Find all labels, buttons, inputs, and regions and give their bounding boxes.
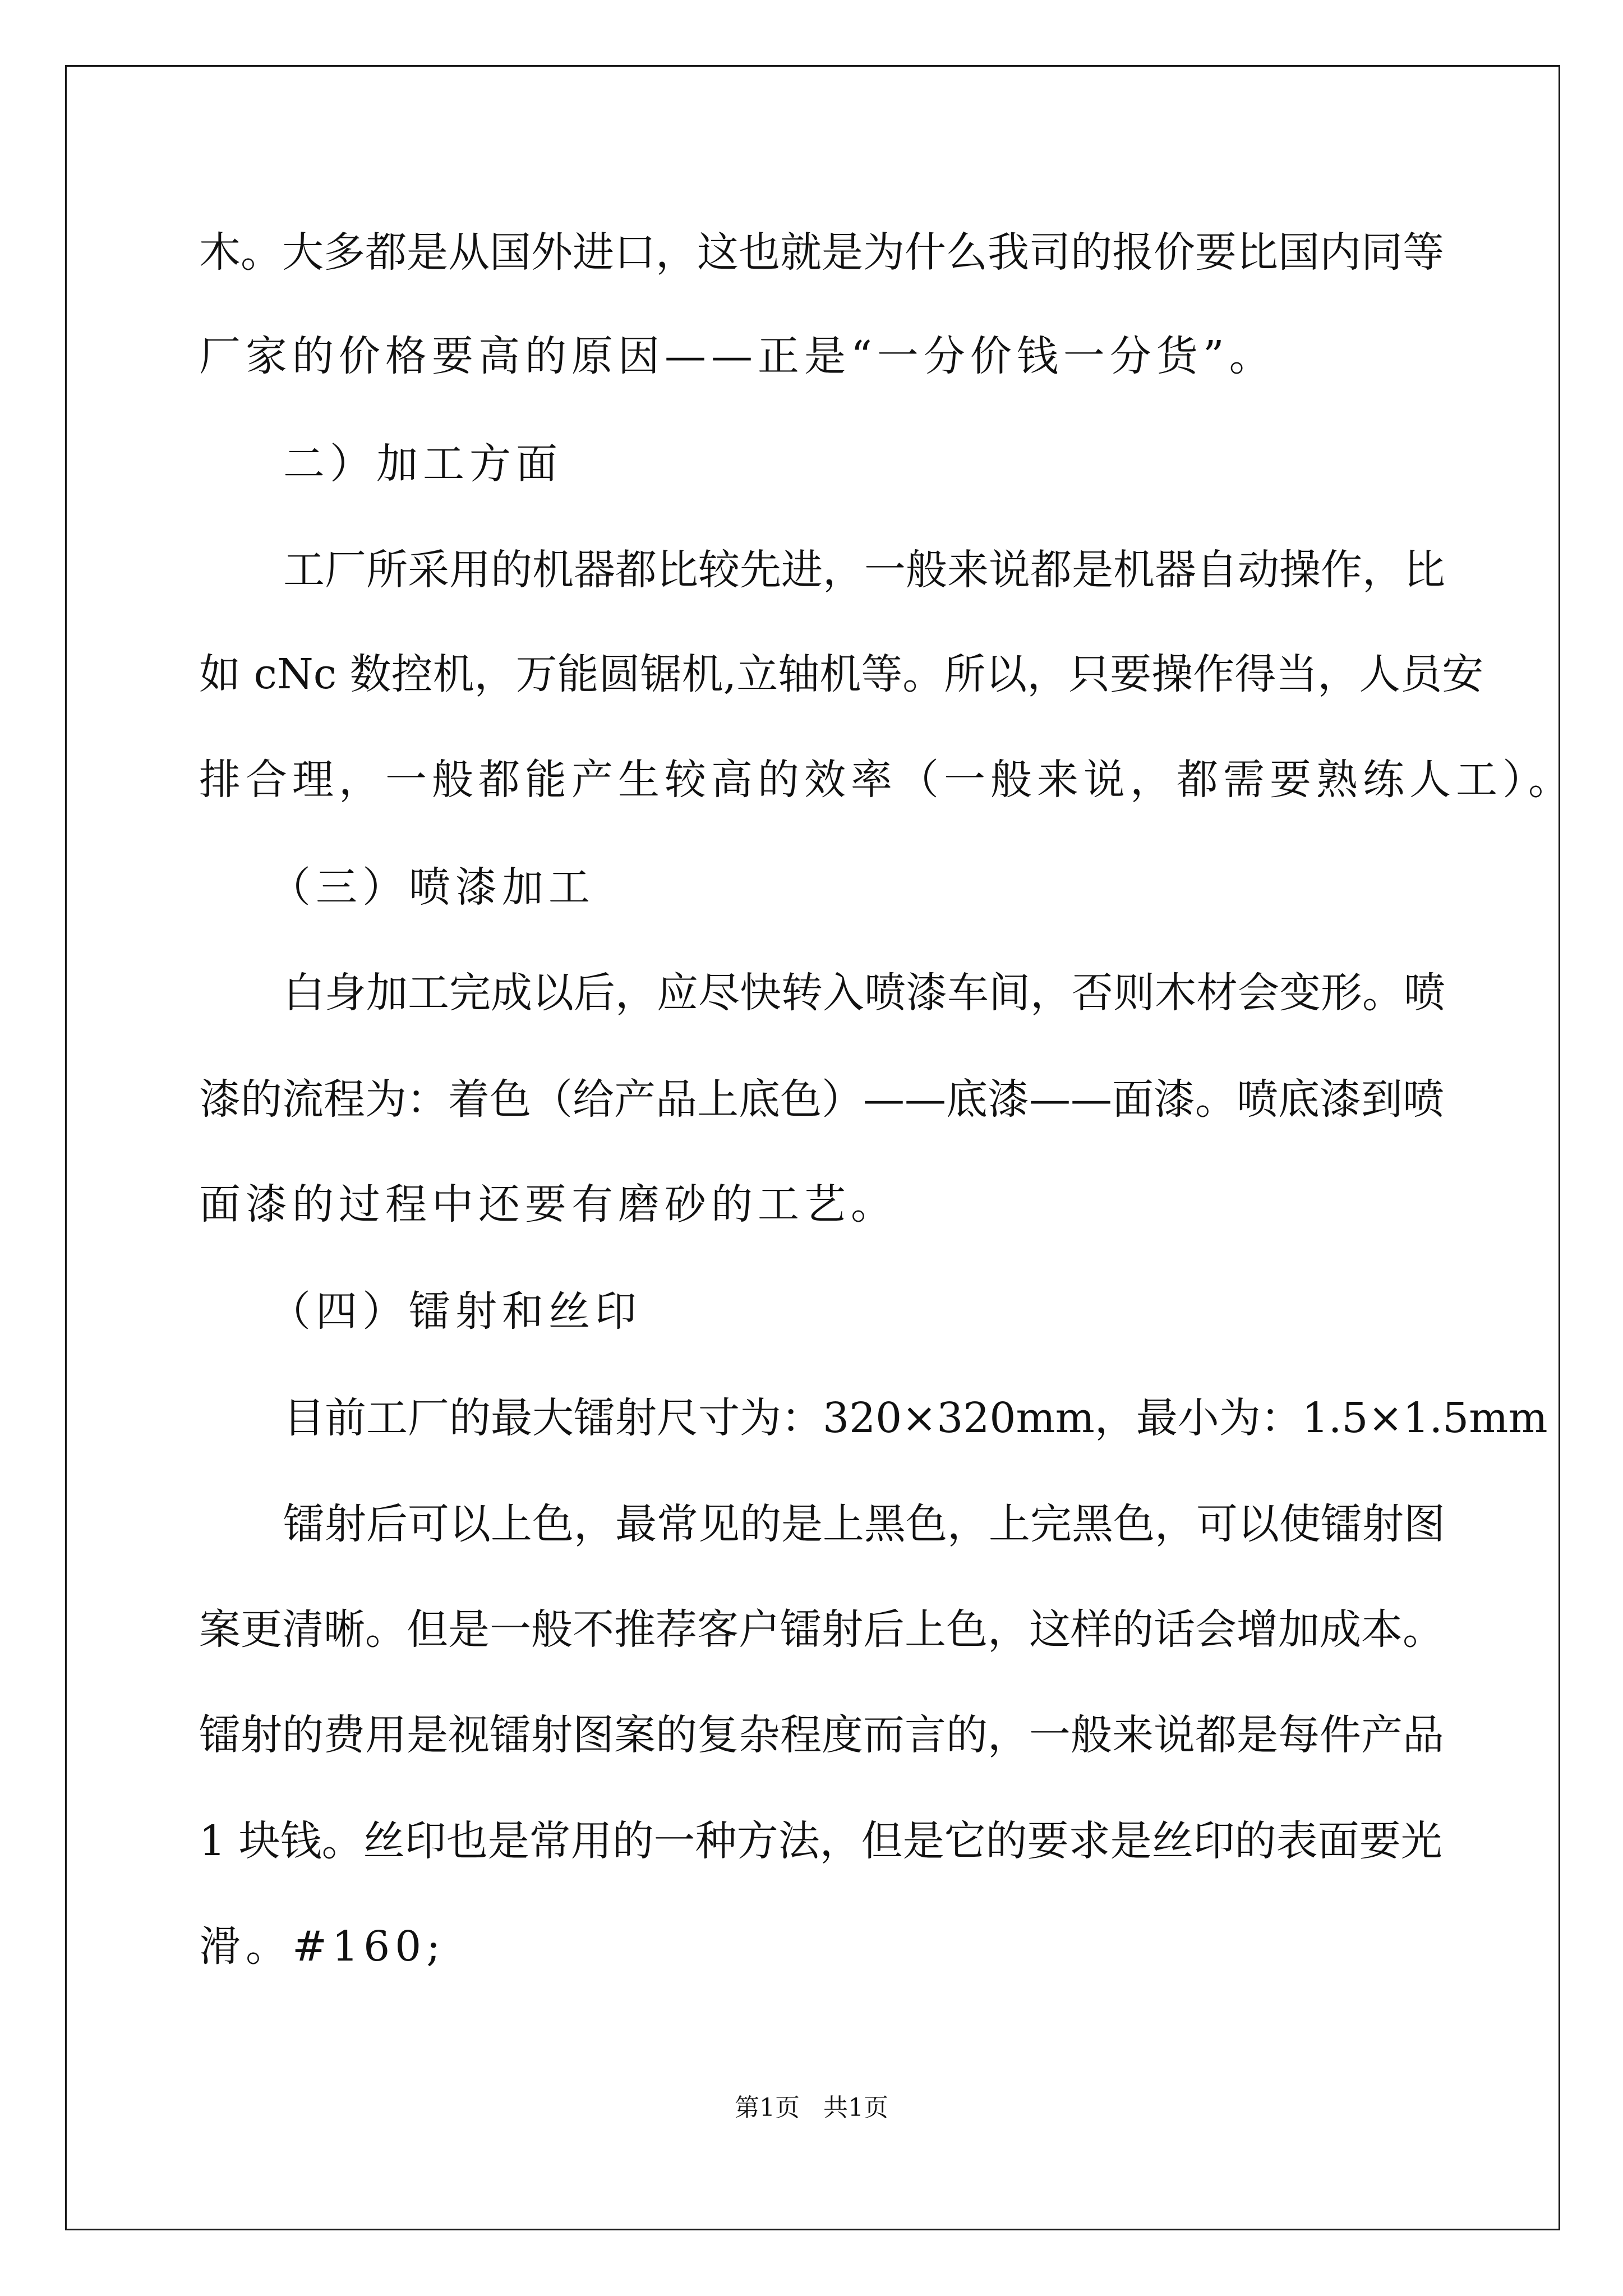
- body-line-5: 如 cNc 数控机，万能圆锯机,立轴机等。所以，只要操作得当，人员安: [199, 650, 1484, 698]
- body-line-1: 木。大多都是从国外进口，这也就是为什么我司的报价要比国内同等: [199, 228, 1444, 277]
- body-line-13: 镭射后可以上色，最常见的是上黑色，上完黑色，可以使镭射图: [283, 1500, 1445, 1548]
- body-line-2: 厂家的价格要高的原因——正是“一分价钱一分货”。: [199, 332, 1276, 380]
- section-heading-4: （四）镭射和丝印: [269, 1287, 642, 1336]
- body-line-9: 漆的流程为：着色（给产品上底色）——底漆——面漆。喷底漆到喷: [199, 1075, 1444, 1124]
- body-line-14: 案更清晰。但是一般不推荐客户镭射后上色，这样的话会增加成本。: [199, 1605, 1444, 1654]
- body-line-16: 1 块钱。丝印也是常用的一种方法，但是它的要求是丝印的表面要光: [199, 1817, 1442, 1865]
- body-line-15: 镭射的费用是视镭射图案的复杂程度而言的，一般来说都是每件产品: [199, 1711, 1444, 1759]
- section-heading-3: （三）喷漆加工: [269, 863, 595, 912]
- section-heading-2: 二）加工方面: [283, 440, 562, 488]
- body-line-17: 滑。#160;: [199, 1922, 446, 1971]
- body-line-10: 面漆的过程中还要有磨砂的工艺。: [199, 1180, 897, 1228]
- page-border: [65, 65, 1560, 2230]
- body-line-4: 工厂所采用的机器都比较先进，一般来说都是机器自动操作，比: [283, 546, 1445, 594]
- page-footer: 第1页 共1页: [735, 2093, 888, 2122]
- body-line-6: 排合理，一般都能产生较高的效率（一般来说，都需要熟练人工）。: [199, 756, 1575, 804]
- body-line-12: 目前工厂的最大镭射尺寸为：320×320mm，最小为：1.5×1.5mm: [283, 1394, 1548, 1442]
- body-line-8: 白身加工完成以后，应尽快转入喷漆车间，否则木材会变形。喷: [283, 969, 1445, 1017]
